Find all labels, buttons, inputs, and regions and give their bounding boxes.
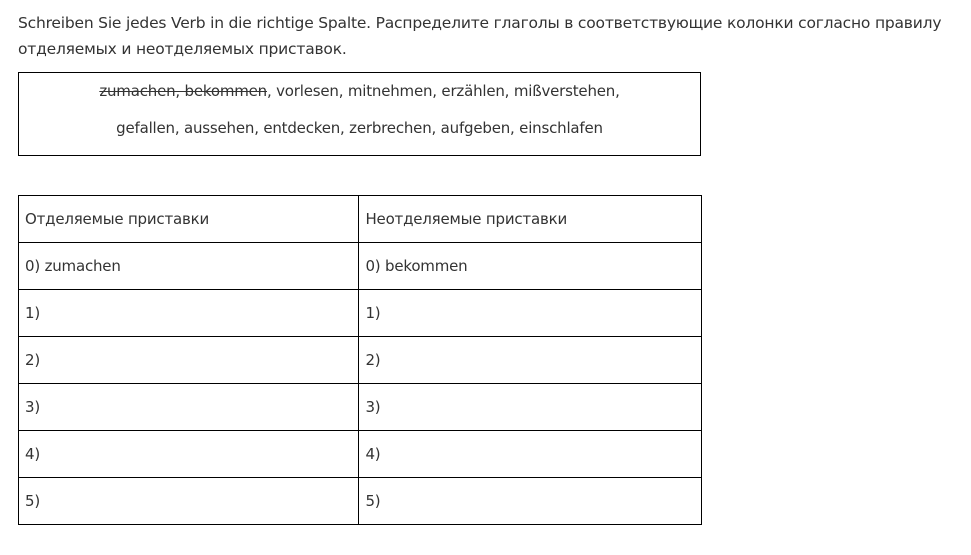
cell-separable-2: 2) xyxy=(19,337,359,384)
task-instruction: Schreiben Sie jedes Verb in die richtige Spalte. Распределите глаголы в соответствующие колонки согласно правилу отделяемых и неотделяемых приставок. xyxy=(18,14,942,58)
header-separable: Отделяемые приставки xyxy=(19,196,359,243)
cell-inseparable-0: 0) bekommen xyxy=(359,243,702,290)
cell-inseparable-1: 1) xyxy=(359,290,702,337)
cell-separable-1: 1) xyxy=(19,290,359,337)
cell-inseparable-2: 2) xyxy=(359,337,702,384)
remaining-words-1: , vorlesen, mitnehmen, erzählen, mißverstehen, xyxy=(266,82,620,100)
header-inseparable: Неотделяемые приставки xyxy=(359,196,702,243)
cell-separable-5: 5) xyxy=(19,478,359,525)
answer-table xyxy=(18,195,702,525)
table-row xyxy=(19,384,702,431)
cell-inseparable-3: 3) xyxy=(359,384,702,431)
word-bank-line-1 xyxy=(19,82,700,100)
cell-separable-3: 3) xyxy=(19,384,359,431)
table-row xyxy=(19,431,702,478)
cell-separable-0: 0) zumachen xyxy=(19,243,359,290)
used-words: zumachen, bekommen xyxy=(99,82,267,100)
table-header-row xyxy=(19,196,702,243)
word-bank-box xyxy=(18,72,701,156)
table-row xyxy=(19,243,702,290)
cell-inseparable-4: 4) xyxy=(359,431,702,478)
table-row xyxy=(19,478,702,525)
cell-inseparable-5: 5) xyxy=(359,478,702,525)
word-bank-line-2: gefallen, aussehen, entdecken, zerbrechen, aufgeben, einschlafen xyxy=(116,119,603,137)
table-row xyxy=(19,290,702,337)
table-row xyxy=(19,337,702,384)
cell-separable-4: 4) xyxy=(19,431,359,478)
